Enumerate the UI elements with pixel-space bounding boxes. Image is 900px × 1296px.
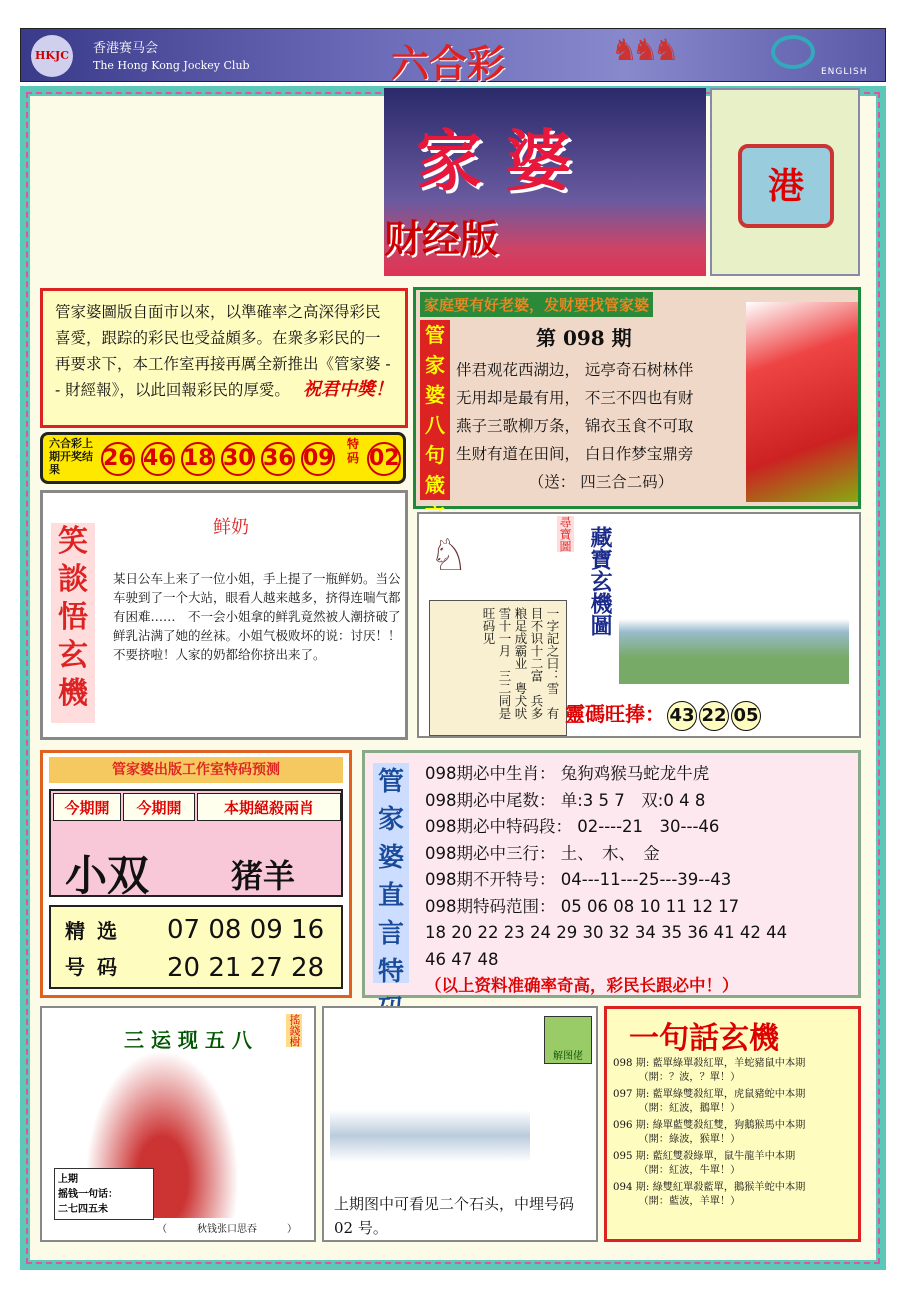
lingma-number: 43 xyxy=(667,701,697,731)
tip-line: 46 47 48 xyxy=(425,949,499,969)
org-name-cn: 香港赛马会 xyxy=(93,41,159,56)
poem-header: 家庭要有好老婆，发财要找管家婆 xyxy=(420,292,653,317)
last-results-bar xyxy=(40,432,406,484)
org-name-en: The Hong Kong Jockey Club xyxy=(93,59,250,72)
intro-panel xyxy=(40,288,408,428)
selected-numbers-label: 精选号码 xyxy=(65,919,129,979)
tip-line: 098期必中生肖： 兔狗鸡猴马蛇龙牛虎 xyxy=(425,764,710,783)
selected-numbers-row: 07 08 09 16 xyxy=(167,915,325,945)
tab-kill-two: 本期絕殺兩肖 xyxy=(197,793,341,821)
lingma-number: 22 xyxy=(699,701,729,731)
tip-line: 18 20 22 23 24 29 30 32 34 35 36 41 42 44 xyxy=(425,923,788,942)
direct-side-title: 管家婆直言特 xyxy=(373,763,409,983)
issue-no: 097 期: xyxy=(613,1089,650,1100)
result-ball: 26 xyxy=(101,442,135,476)
tab-this-issue-2: 今期開 xyxy=(123,793,195,821)
special-ball: 02 xyxy=(367,442,401,476)
issue-no: 098 期: xyxy=(613,1058,650,1069)
one-liner-title: 一句話玄機 xyxy=(629,1021,779,1056)
lantern-panel xyxy=(710,88,860,276)
game-title[interactable]: 六合彩 xyxy=(391,42,506,86)
mark-six-rings-icon xyxy=(771,35,815,69)
cat-landscape-image xyxy=(619,554,849,684)
intro-text: 管家婆圖版自面市以來，以準確率之高深得彩民喜愛，跟踪的彩民也受益頗多。在衆多彩民的一再要求下，本工作室再接再厲全新推出《管家婆 -- 財經報》，以此回報彩民的厚愛。 xyxy=(55,303,391,399)
tree-words: 三 运 现 五 八 xyxy=(124,1028,252,1052)
tree-note-label: 上期 xyxy=(58,1174,78,1185)
racing-horses-icon: ♞♞♞ xyxy=(611,33,674,68)
poem-issue: 第 098 期 xyxy=(536,326,632,350)
results-label: 六合彩上期开奖结果 xyxy=(49,437,93,476)
one-liner-panel xyxy=(604,1006,861,1242)
banner-subtitle: 财经版 xyxy=(384,216,499,261)
issue-no: 094 期: xyxy=(613,1182,650,1193)
lingma-row xyxy=(565,698,761,731)
tree-note-value: 二七四五未 xyxy=(58,1204,108,1215)
tip-note: （以上资料准确率奇高，彩民长跟必中！） xyxy=(425,976,739,995)
poem-line: 燕子三歌柳万条， 锦衣玉食不可取 xyxy=(456,417,694,435)
lingma-label: 靈碼旺捧： xyxy=(565,702,665,726)
poem-body xyxy=(456,356,746,496)
issue-no: 095 期: xyxy=(613,1151,650,1162)
list-item xyxy=(613,1150,857,1177)
treasure-panel xyxy=(417,512,861,738)
decode-icon: 解图佬 xyxy=(544,1016,592,1064)
tree-tag: 搖錢樹 xyxy=(288,1014,301,1047)
direct-body xyxy=(425,761,855,1000)
list-item xyxy=(613,1088,857,1115)
result-ball: 18 xyxy=(181,442,215,476)
list-item xyxy=(613,1181,857,1208)
studio-header: 管家婆出版工作室特码预测 xyxy=(49,757,343,783)
lingma-number: 05 xyxy=(731,701,761,731)
poem-line: 伴君观花西湖边， 远亭奇石树林伴 xyxy=(456,361,694,379)
tree-caption: （ 秋钱张口思吞 ） xyxy=(157,1224,297,1235)
joke-body: 某日公车上来了一位小姐，手上提了一瓶鲜奶。当公车驶到了一个大站，眼看人越来越多，挤得连喘气都有困难…… 不一会小姐拿的鲜乳竟然被人潮挤破了鲜乳沾满了她的丝袜。小姐气极败坏的说：讨厌！！不要挤啦！人家的奶都给你挤出来了。 xyxy=(113,571,401,662)
poem-line: 生财有道在田间， 白日作梦宝鼎旁 xyxy=(456,445,694,463)
banner-title: 家 婆 xyxy=(416,122,571,200)
riddle-text: 上期图中可看见二个石头，中埋号码 02 号。 xyxy=(334,1195,575,1237)
issue-no: 096 期: xyxy=(613,1120,650,1131)
poem-line: 无用却是最有用， 不三不四也有财 xyxy=(456,389,694,407)
one-liner-hint: （開：？波，？單！） xyxy=(643,1071,741,1083)
jockey-club-logo[interactable]: HKJC xyxy=(31,35,73,77)
studio-forecast-panel xyxy=(40,750,352,998)
tip-line: 098期特码范围： 05 06 08 10 11 12 17 xyxy=(425,896,740,916)
tree-note xyxy=(54,1168,154,1220)
racehorse-icon: ♘ xyxy=(429,530,469,581)
poem-panel xyxy=(413,287,861,509)
forecast-kill: 猪羊 xyxy=(231,857,296,895)
one-liner-text: 綠雙紅單殺藍單，鵝猴羊蛇中本期 xyxy=(652,1182,806,1193)
one-liner-list xyxy=(613,1057,857,1212)
lantern-badge: 港 xyxy=(738,144,834,228)
one-liner-text: 藍紅雙殺綠單，鼠牛龍羊中本期 xyxy=(652,1151,796,1162)
list-item xyxy=(613,1057,857,1084)
riddle-panel xyxy=(322,1006,598,1242)
poem-side-title: 管家婆八句箴 xyxy=(420,320,450,500)
direct-tips-panel xyxy=(362,750,861,998)
tab-this-issue-1: 今期開 xyxy=(53,793,121,821)
one-liner-hint: （開：綠波，猴單！） xyxy=(643,1133,741,1145)
result-ball: 36 xyxy=(261,442,295,476)
selected-numbers-row: 20 21 27 28 xyxy=(167,953,325,983)
tip-line: 098期必中特码段： 02----21 30---46 xyxy=(425,817,720,836)
treasure-tag: 尋寶圖 xyxy=(558,516,572,552)
selected-numbers-box xyxy=(49,905,343,989)
one-liner-text: 藍單綠單殺紅單，羊蛇豬鼠中本期 xyxy=(652,1058,806,1069)
joke-panel xyxy=(40,490,408,740)
result-ball: 30 xyxy=(221,442,255,476)
special-label: 特码 xyxy=(347,437,360,465)
treasure-title: 藏寶玄機圖 xyxy=(587,526,613,636)
money-tree-panel xyxy=(40,1006,316,1242)
joke-side-title: 笑談悟玄機 xyxy=(51,523,95,723)
tree-note-line: 摇钱一句话： xyxy=(58,1189,118,1200)
intro-wish: 祝君中獎！ xyxy=(303,379,393,400)
poem-gift: （送： 四三合二码） xyxy=(528,473,674,491)
tip-line: 098期不开特号： 04---11---25---39--43 xyxy=(425,870,732,889)
bride-image xyxy=(746,302,858,502)
one-liner-hint: （開：紅波，牛單！） xyxy=(643,1164,741,1176)
header-bar xyxy=(20,28,886,86)
forecast-oddeven: 小双 xyxy=(65,851,150,900)
tip-line: 098期必中尾数： 单:3 5 7 双:0 4 8 xyxy=(425,790,706,810)
selected-numbers xyxy=(167,911,343,987)
one-liner-text: 綠單藍雙殺紅雙，狗鵝猴馬中本期 xyxy=(652,1120,806,1131)
result-ball: 46 xyxy=(141,442,175,476)
english-link[interactable]: ENGLISH xyxy=(821,67,868,77)
tip-line: 098期必中三行： 土、 木、 金 xyxy=(425,843,660,863)
one-liner-hint: （開：紅波，鵝單！） xyxy=(643,1102,741,1114)
one-liner-hint: （開：藍波，羊單！） xyxy=(643,1195,741,1207)
title-banner xyxy=(384,88,706,276)
one-liner-text: 藍單綠雙殺紅單，虎鼠豬蛇中本期 xyxy=(652,1089,806,1100)
joke-title: 鲜奶 xyxy=(213,517,249,538)
list-item xyxy=(613,1119,857,1146)
riddle-image xyxy=(330,1014,530,1188)
riddle-scroll: 一字記之曰：雪 有目不识十二富 兵多粮足成霸业 粤犬吠雪十一月 三二同是旺码见 xyxy=(429,600,567,736)
forecast-box xyxy=(49,789,343,900)
result-ball: 09 xyxy=(301,442,335,476)
